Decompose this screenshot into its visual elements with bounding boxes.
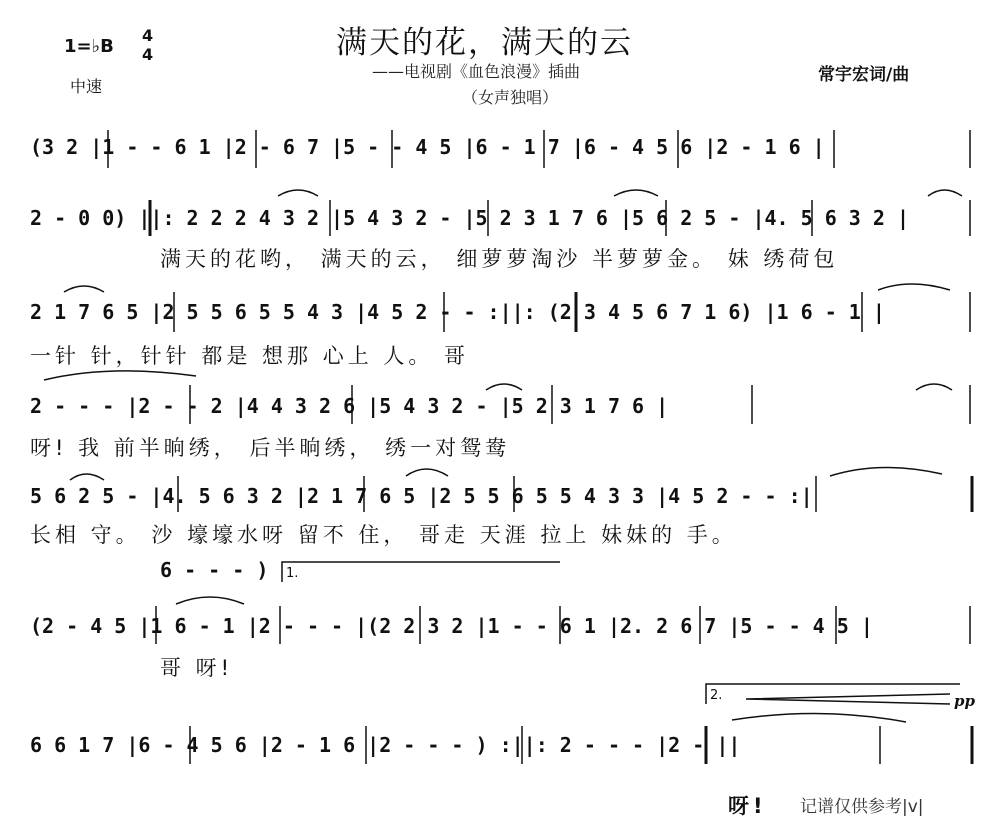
notation-row-3: 2 1 7 6 5 |2 5 5 6 5 5 4 3 |4 5 2 - - :||: (2 3 4 5 6 7 1 6) |1 6 - 1 | [30, 300, 885, 324]
key-signature: 1=♭B [64, 36, 114, 57]
time-signature-bottom: 4 [142, 45, 154, 64]
volta-1-label: 1. [286, 566, 299, 581]
slur [176, 597, 244, 604]
slur [830, 467, 942, 476]
slur [916, 384, 952, 390]
volta-2-label: 2. [710, 688, 723, 703]
lyrics-row-3: 一针 针，针针 都是 想那 心上 人。 哥 [30, 344, 470, 368]
ending-lyric: 呀! [728, 794, 767, 818]
volta-1-bracket [282, 562, 560, 582]
decrescendo-hairpin [746, 694, 950, 704]
performance-note: （女声独唱） [462, 88, 559, 107]
slur [928, 190, 962, 196]
slur [64, 286, 104, 292]
tempo-marking: 中速 [70, 77, 103, 96]
notation-row-2: 2 - 0 0) ||: 2 2 2 4 3 2 |5 4 3 2 - |5 2 3 1 7 6 |5 6 2 5 - |4. 5 6 3 2 | [30, 206, 909, 230]
lyrics-row-7: 哥 呀! [160, 656, 234, 680]
slur [614, 190, 658, 196]
slur [732, 713, 906, 722]
notation-row-5: 5 6 2 5 - |4. 5 6 3 2 |2 1 7 6 5 |2 5 5 6 5 5 4 3 3 |4 5 2 - - :| [30, 484, 813, 508]
notation-row-4: 2 - - - |2 - - 2 |4 4 3 2 6 |5 4 3 2 - |5 2 3 1 7 6 | [30, 394, 669, 418]
footer-note: 记谱仅供参考|v| [800, 797, 924, 817]
slur [278, 190, 318, 196]
slur [44, 371, 196, 380]
lyrics-row-5: 长相 守。 沙 壕壕水呀 留不 住， 哥走 天涯 拉上 妹妹的 手。 [30, 523, 737, 547]
credit-line: 常宇宏词/曲 [818, 65, 910, 85]
slur [878, 284, 950, 290]
notation-row-8: 6 6 1 7 |6 - 4 5 6 |2 - 1 6 |2 - - - ) :||: 2 - - - |2 - || [30, 733, 741, 757]
time-signature-top: 4 [142, 26, 154, 45]
slur [486, 384, 522, 390]
notation-row-7: (2 - 4 5 |1 6 - 1 |2 - - - |(2 2 3 2 |1 - - 6 1 |2. 2 6 7 |5 - - 4 5 | [30, 614, 873, 638]
notation-row-1: (3 2 |1 - - 6 1 |2 - 6 7 |5 - - 4 5 |6 - 1 7 |6 - 4 5 6 |2 - 1 6 | [30, 135, 825, 159]
lyrics-row-4: 呀! 我 前半晌绣， 后半晌绣， 绣一对鸳鸯 [30, 436, 511, 460]
dynamic-marking: pp [954, 692, 975, 710]
song-subtitle: ——电视剧《血色浪漫》插曲 [372, 62, 581, 81]
slur [70, 474, 104, 480]
lyrics-row-2: 满天的花哟， 满天的云， 细萝萝淘沙 半萝萝金。 妹 绣荷包 [160, 247, 839, 271]
notation-row-6: 6 - - - ) [160, 558, 269, 582]
slur [406, 469, 448, 476]
song-title: 满天的花，满天的云 [336, 25, 633, 61]
